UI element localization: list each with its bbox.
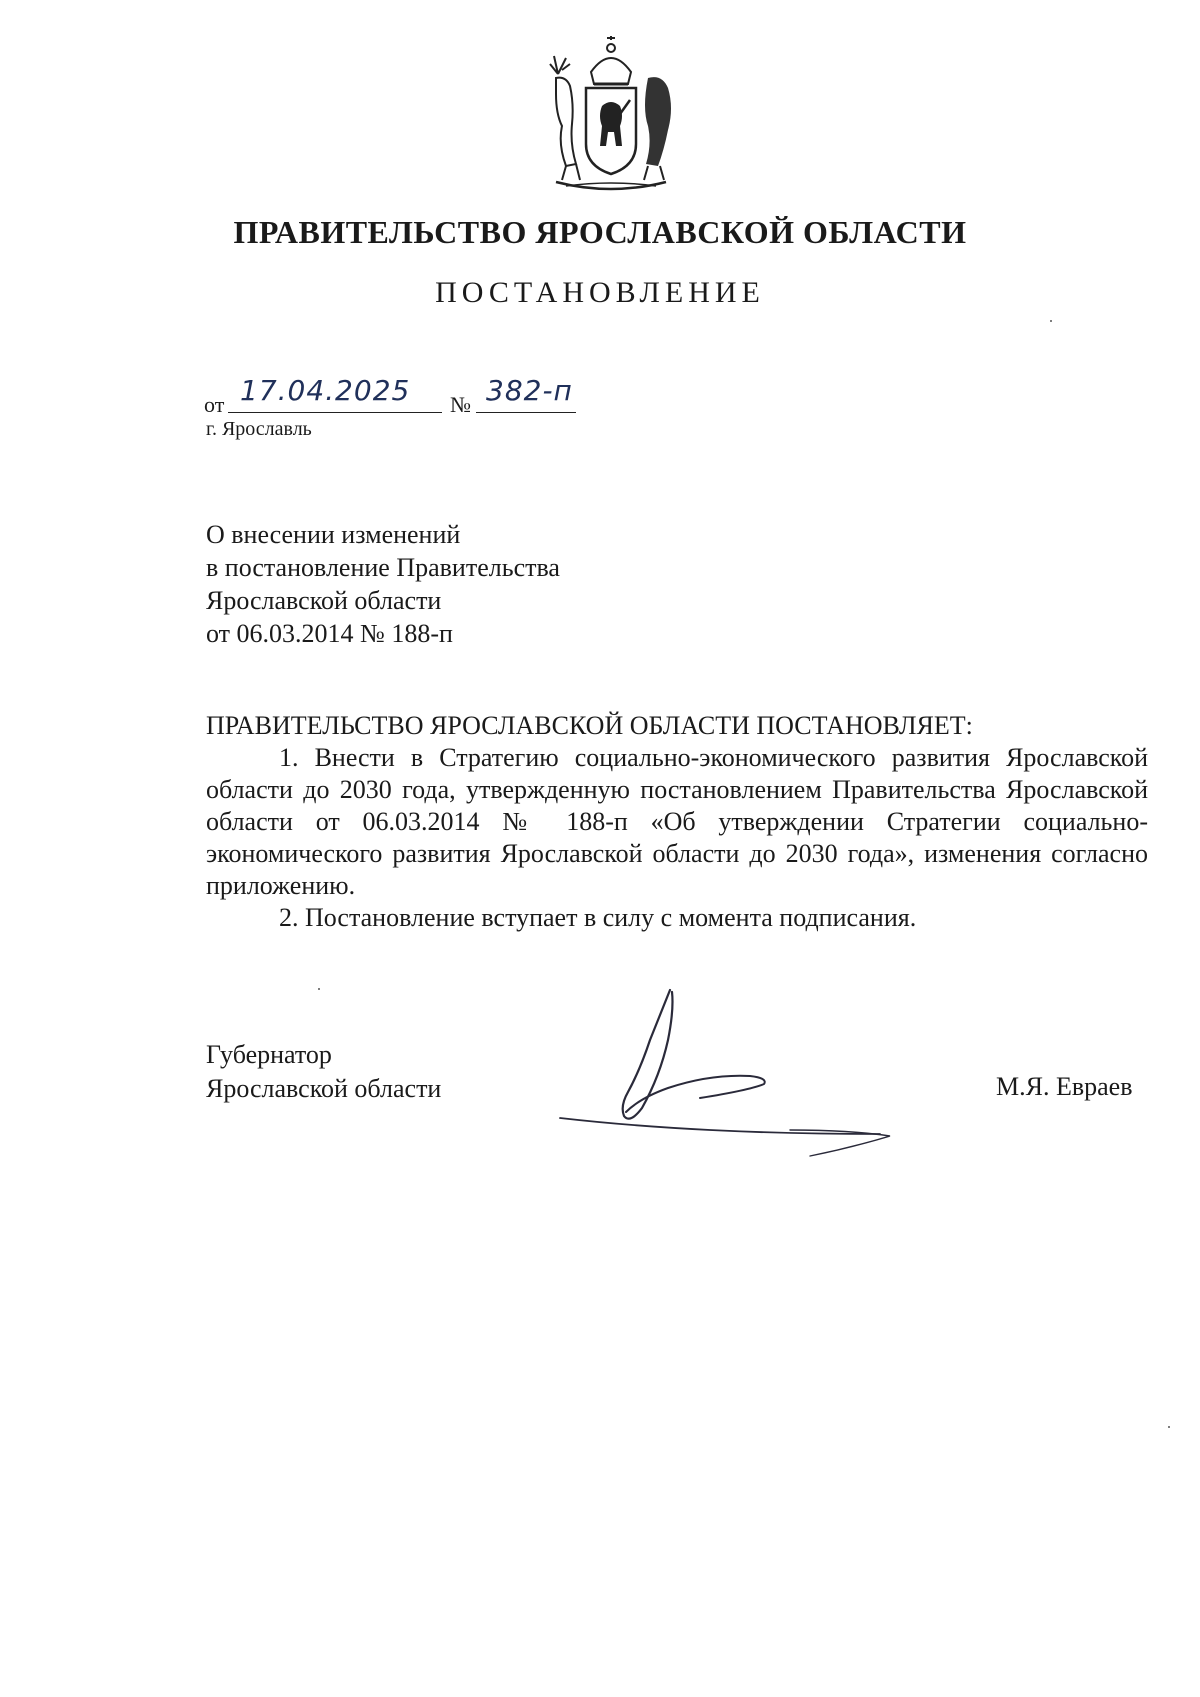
date-prefix: от: [204, 392, 225, 417]
scan-speck: [318, 988, 320, 990]
subject-line: Ярославской области: [206, 586, 442, 615]
scan-speck: [1050, 320, 1052, 322]
resolution-paragraph: 1. Внести в Стратегию социально-экономического развития Ярославской области до 2030 года, утвержденную постановлением Правительства Ярославской области от 06.03.2014 № 188-п «Об утверждении Стратегии социально-экономического развития Ярославской области до 2030 года», изменения согласно приложению.: [206, 743, 1148, 900]
government-title: ПРАВИТЕЛЬСТВО ЯРОСЛАВСКОЙ ОБЛАСТИ: [233, 214, 967, 250]
handwritten-number: 382-п: [486, 374, 573, 407]
handwritten-signature-icon: [550, 980, 930, 1160]
subject-line: в постановление Правительства: [206, 553, 560, 582]
document-type: ПОСТАНОВЛЕНИЕ: [435, 276, 765, 309]
scan-speck: [1168, 1426, 1170, 1428]
handwritten-date: 17.04.2025: [240, 374, 411, 407]
resolution-paragraph: 2. Постановление вступает в силу с момента подписания.: [279, 903, 917, 932]
signatory-position: [206, 1038, 441, 1106]
signatory-name: М.Я. Евраев: [996, 1072, 1133, 1101]
document-subject: [206, 518, 560, 650]
resolution-body: [206, 710, 1148, 934]
coat-of-arms-icon: [536, 34, 686, 194]
position-line: Ярославской области: [206, 1074, 442, 1103]
resolution-lead: ПРАВИТЕЛЬСТВО ЯРОСЛАВСКОЙ ОБЛАСТИ ПОСТАНОВЛЯЕТ:: [206, 711, 973, 740]
city-label: г. Ярославль: [206, 418, 312, 440]
date-field: [228, 374, 442, 413]
subject-line: О внесении изменений: [206, 520, 461, 549]
position-line: Губернатор: [206, 1040, 332, 1069]
subject-line: от 06.03.2014 № 188-п: [206, 619, 453, 648]
number-field: [476, 374, 576, 413]
number-prefix: №: [450, 392, 471, 417]
